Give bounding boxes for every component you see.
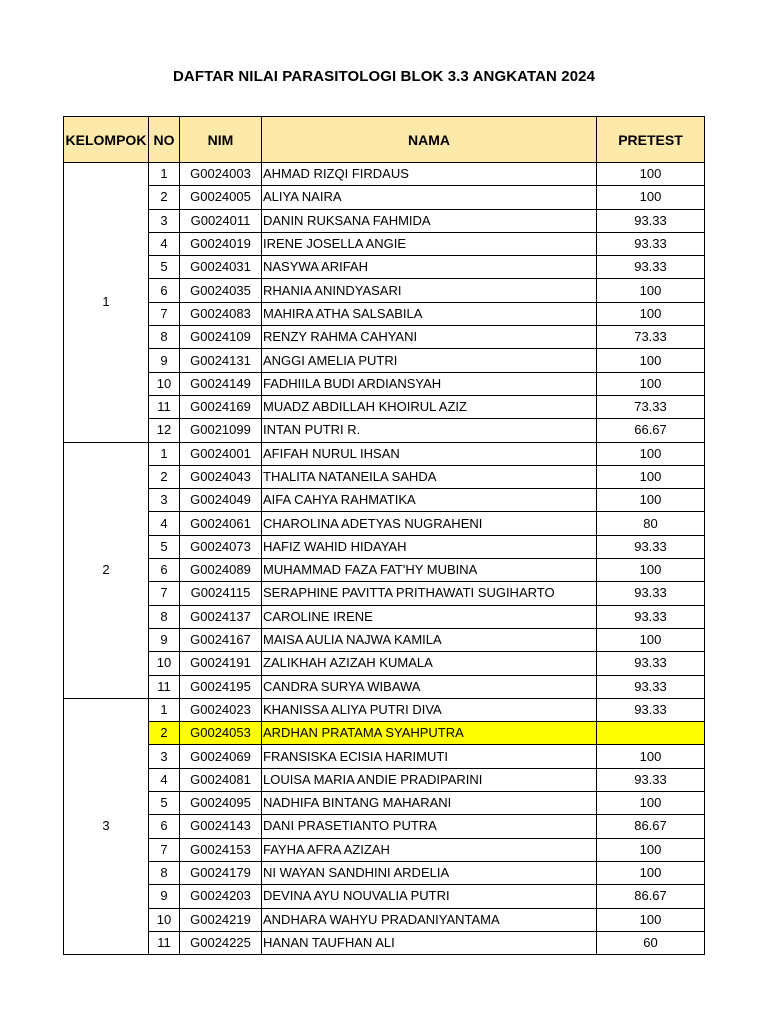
nama-cell: HAFIZ WAHID HIDAYAH bbox=[262, 535, 597, 558]
grades-table bbox=[63, 116, 705, 955]
table-row bbox=[64, 745, 705, 768]
no-cell: 11 bbox=[149, 931, 180, 954]
table-body bbox=[64, 163, 705, 955]
nim-cell: G0024195 bbox=[180, 675, 262, 698]
nama-cell: HANAN TAUFHAN ALI bbox=[262, 931, 597, 954]
table-row bbox=[64, 768, 705, 791]
no-cell: 2 bbox=[149, 465, 180, 488]
table-row bbox=[64, 792, 705, 815]
pretest-cell: 93.33 bbox=[597, 768, 705, 791]
nama-cell: AHMAD RIZQI FIRDAUS bbox=[262, 163, 597, 186]
nim-cell: G0024043 bbox=[180, 465, 262, 488]
pretest-cell: 100 bbox=[597, 186, 705, 209]
nim-cell: G0024005 bbox=[180, 186, 262, 209]
nama-cell: ZALIKHAH AZIZAH KUMALA bbox=[262, 652, 597, 675]
pretest-cell: 100 bbox=[597, 559, 705, 582]
pretest-cell: 100 bbox=[597, 908, 705, 931]
pretest-cell: 100 bbox=[597, 372, 705, 395]
nama-cell: AIFA CAHYA RAHMATIKA bbox=[262, 489, 597, 512]
kelompok-cell: 3 bbox=[64, 698, 149, 954]
nim-cell: G0024153 bbox=[180, 838, 262, 861]
no-cell: 7 bbox=[149, 582, 180, 605]
no-cell: 10 bbox=[149, 908, 180, 931]
no-cell: 4 bbox=[149, 512, 180, 535]
nim-cell: G0021099 bbox=[180, 419, 262, 442]
nim-cell: G0024109 bbox=[180, 326, 262, 349]
nim-cell: G0024191 bbox=[180, 652, 262, 675]
pretest-cell: 100 bbox=[597, 628, 705, 651]
table-row bbox=[64, 535, 705, 558]
table-row bbox=[64, 861, 705, 884]
nim-cell: G0024053 bbox=[180, 722, 262, 745]
pretest-cell bbox=[597, 722, 705, 745]
nim-cell: G0024143 bbox=[180, 815, 262, 838]
no-cell: 9 bbox=[149, 628, 180, 651]
pretest-cell: 93.33 bbox=[597, 605, 705, 628]
no-cell: 6 bbox=[149, 559, 180, 582]
no-cell: 8 bbox=[149, 326, 180, 349]
pretest-cell: 86.67 bbox=[597, 885, 705, 908]
nama-cell: CAROLINE IRENE bbox=[262, 605, 597, 628]
no-cell: 2 bbox=[149, 186, 180, 209]
pretest-cell: 100 bbox=[597, 442, 705, 465]
document-title: DAFTAR NILAI PARASITOLOGI BLOK 3.3 ANGKATAN 2024 bbox=[172, 68, 596, 85]
no-cell: 5 bbox=[149, 535, 180, 558]
table-row bbox=[64, 652, 705, 675]
no-cell: 7 bbox=[149, 302, 180, 325]
nim-cell: G0024089 bbox=[180, 559, 262, 582]
nama-cell: RHANIA ANINDYASARI bbox=[262, 279, 597, 302]
no-cell: 10 bbox=[149, 372, 180, 395]
pretest-cell: 100 bbox=[597, 745, 705, 768]
nim-cell: G0024081 bbox=[180, 768, 262, 791]
nama-cell: MAISA AULIA NAJWA KAMILA bbox=[262, 628, 597, 651]
table-row bbox=[64, 559, 705, 582]
table-row bbox=[64, 489, 705, 512]
table-row bbox=[64, 465, 705, 488]
no-cell: 3 bbox=[149, 745, 180, 768]
nama-cell: AFIFAH NURUL IHSAN bbox=[262, 442, 597, 465]
no-cell: 10 bbox=[149, 652, 180, 675]
header-nim: NIM bbox=[180, 117, 262, 163]
pretest-cell: 100 bbox=[597, 163, 705, 186]
pretest-cell: 100 bbox=[597, 465, 705, 488]
no-cell: 12 bbox=[149, 419, 180, 442]
nim-cell: G0024225 bbox=[180, 931, 262, 954]
no-cell: 8 bbox=[149, 605, 180, 628]
nim-cell: G0024031 bbox=[180, 256, 262, 279]
pretest-cell: 100 bbox=[597, 489, 705, 512]
table-row bbox=[64, 419, 705, 442]
no-cell: 6 bbox=[149, 815, 180, 838]
table-row bbox=[64, 372, 705, 395]
pretest-cell: 100 bbox=[597, 349, 705, 372]
table-row bbox=[64, 675, 705, 698]
nama-cell: FAYHA AFRA AZIZAH bbox=[262, 838, 597, 861]
nama-cell: RENZY RAHMA CAHYANI bbox=[262, 326, 597, 349]
nama-cell: IRENE JOSELLA ANGIE bbox=[262, 232, 597, 255]
pretest-cell: 93.33 bbox=[597, 698, 705, 721]
table-row bbox=[64, 722, 705, 745]
pretest-cell: 93.33 bbox=[597, 675, 705, 698]
no-cell: 2 bbox=[149, 722, 180, 745]
pretest-cell: 93.33 bbox=[597, 209, 705, 232]
no-cell: 5 bbox=[149, 256, 180, 279]
table-row bbox=[64, 279, 705, 302]
table-row bbox=[64, 815, 705, 838]
pretest-cell: 93.33 bbox=[597, 535, 705, 558]
nama-cell: SERAPHINE PAVITTA PRITHAWATI SUGIHARTO bbox=[262, 582, 597, 605]
no-cell: 8 bbox=[149, 861, 180, 884]
table-row bbox=[64, 256, 705, 279]
nim-cell: G0024115 bbox=[180, 582, 262, 605]
table-header bbox=[64, 117, 705, 163]
no-cell: 9 bbox=[149, 885, 180, 908]
header-nama: NAMA bbox=[262, 117, 597, 163]
table-row bbox=[64, 838, 705, 861]
nim-cell: G0024169 bbox=[180, 395, 262, 418]
table-row bbox=[64, 698, 705, 721]
nama-cell: DANIN RUKSANA FAHMIDA bbox=[262, 209, 597, 232]
nim-cell: G0024137 bbox=[180, 605, 262, 628]
nim-cell: G0024179 bbox=[180, 861, 262, 884]
pretest-cell: 73.33 bbox=[597, 326, 705, 349]
table-row bbox=[64, 349, 705, 372]
table-row bbox=[64, 512, 705, 535]
kelompok-cell: 2 bbox=[64, 442, 149, 698]
pretest-cell: 93.33 bbox=[597, 652, 705, 675]
pretest-cell: 60 bbox=[597, 931, 705, 954]
nama-cell: DANI PRASETIANTO PUTRA bbox=[262, 815, 597, 838]
nama-cell: NI WAYAN SANDHINI ARDELIA bbox=[262, 861, 597, 884]
table-row bbox=[64, 209, 705, 232]
nim-cell: G0024023 bbox=[180, 698, 262, 721]
nama-cell: INTAN PUTRI R. bbox=[262, 419, 597, 442]
no-cell: 1 bbox=[149, 163, 180, 186]
nama-cell: ANDHARA WAHYU PRADANIYANTAMA bbox=[262, 908, 597, 931]
nim-cell: G0024003 bbox=[180, 163, 262, 186]
table-row bbox=[64, 232, 705, 255]
no-cell: 4 bbox=[149, 768, 180, 791]
pretest-cell: 93.33 bbox=[597, 256, 705, 279]
no-cell: 1 bbox=[149, 698, 180, 721]
pretest-cell: 93.33 bbox=[597, 582, 705, 605]
nim-cell: G0024083 bbox=[180, 302, 262, 325]
no-cell: 11 bbox=[149, 395, 180, 418]
pretest-cell: 73.33 bbox=[597, 395, 705, 418]
table-row bbox=[64, 628, 705, 651]
pretest-cell: 100 bbox=[597, 792, 705, 815]
pretest-cell: 100 bbox=[597, 861, 705, 884]
no-cell: 7 bbox=[149, 838, 180, 861]
nim-cell: G0024019 bbox=[180, 232, 262, 255]
no-cell: 9 bbox=[149, 349, 180, 372]
table-row bbox=[64, 582, 705, 605]
no-cell: 3 bbox=[149, 209, 180, 232]
nim-cell: G0024095 bbox=[180, 792, 262, 815]
nama-cell: DEVINA AYU NOUVALIA PUTRI bbox=[262, 885, 597, 908]
nim-cell: G0024131 bbox=[180, 349, 262, 372]
nim-cell: G0024167 bbox=[180, 628, 262, 651]
no-cell: 11 bbox=[149, 675, 180, 698]
table-row bbox=[64, 442, 705, 465]
nama-cell: NASYWA ARIFAH bbox=[262, 256, 597, 279]
header-kelompok: KELOMPOK bbox=[64, 117, 149, 163]
nim-cell: G0024035 bbox=[180, 279, 262, 302]
nama-cell: FRANSISKA ECISIA HARIMUTI bbox=[262, 745, 597, 768]
nim-cell: G0024069 bbox=[180, 745, 262, 768]
nama-cell: ANGGI AMELIA PUTRI bbox=[262, 349, 597, 372]
pretest-cell: 66.67 bbox=[597, 419, 705, 442]
pretest-cell: 100 bbox=[597, 302, 705, 325]
nama-cell: MUADZ ABDILLAH KHOIRUL AZIZ bbox=[262, 395, 597, 418]
nim-cell: G0024001 bbox=[180, 442, 262, 465]
nama-cell: NADHIFA BINTANG MAHARANI bbox=[262, 792, 597, 815]
nama-cell: FADHIILA BUDI ARDIANSYAH bbox=[262, 372, 597, 395]
table-row bbox=[64, 302, 705, 325]
pretest-cell: 100 bbox=[597, 279, 705, 302]
kelompok-cell: 1 bbox=[64, 163, 149, 443]
nama-cell: MUHAMMAD FAZA FAT'HY MUBINA bbox=[262, 559, 597, 582]
pretest-cell: 86.67 bbox=[597, 815, 705, 838]
pretest-cell: 93.33 bbox=[597, 232, 705, 255]
table-row bbox=[64, 326, 705, 349]
table-row bbox=[64, 931, 705, 954]
pretest-cell: 80 bbox=[597, 512, 705, 535]
no-cell: 1 bbox=[149, 442, 180, 465]
nim-cell: G0024149 bbox=[180, 372, 262, 395]
nama-cell: ARDHAN PRATAMA SYAHPUTRA bbox=[262, 722, 597, 745]
nim-cell: G0024073 bbox=[180, 535, 262, 558]
table-row bbox=[64, 908, 705, 931]
nama-cell: THALITA NATANEILA SAHDA bbox=[262, 465, 597, 488]
nim-cell: G0024203 bbox=[180, 885, 262, 908]
no-cell: 3 bbox=[149, 489, 180, 512]
pretest-cell: 100 bbox=[597, 838, 705, 861]
nama-cell: KHANISSA ALIYA PUTRI DIVA bbox=[262, 698, 597, 721]
table-row bbox=[64, 186, 705, 209]
nama-cell: ALIYA NAIRA bbox=[262, 186, 597, 209]
header-no: NO bbox=[149, 117, 180, 163]
table-row bbox=[64, 395, 705, 418]
nim-cell: G0024061 bbox=[180, 512, 262, 535]
no-cell: 6 bbox=[149, 279, 180, 302]
nim-cell: G0024011 bbox=[180, 209, 262, 232]
table-row bbox=[64, 605, 705, 628]
no-cell: 5 bbox=[149, 792, 180, 815]
nama-cell: MAHIRA ATHA SALSABILA bbox=[262, 302, 597, 325]
no-cell: 4 bbox=[149, 232, 180, 255]
nama-cell: CHAROLINA ADETYAS NUGRAHENI bbox=[262, 512, 597, 535]
nama-cell: CANDRA SURYA WIBAWA bbox=[262, 675, 597, 698]
header-pretest: PRETEST bbox=[597, 117, 705, 163]
nim-cell: G0024049 bbox=[180, 489, 262, 512]
nama-cell: LOUISA MARIA ANDIE PRADIPARINI bbox=[262, 768, 597, 791]
table-row bbox=[64, 163, 705, 186]
nim-cell: G0024219 bbox=[180, 908, 262, 931]
table-row bbox=[64, 885, 705, 908]
